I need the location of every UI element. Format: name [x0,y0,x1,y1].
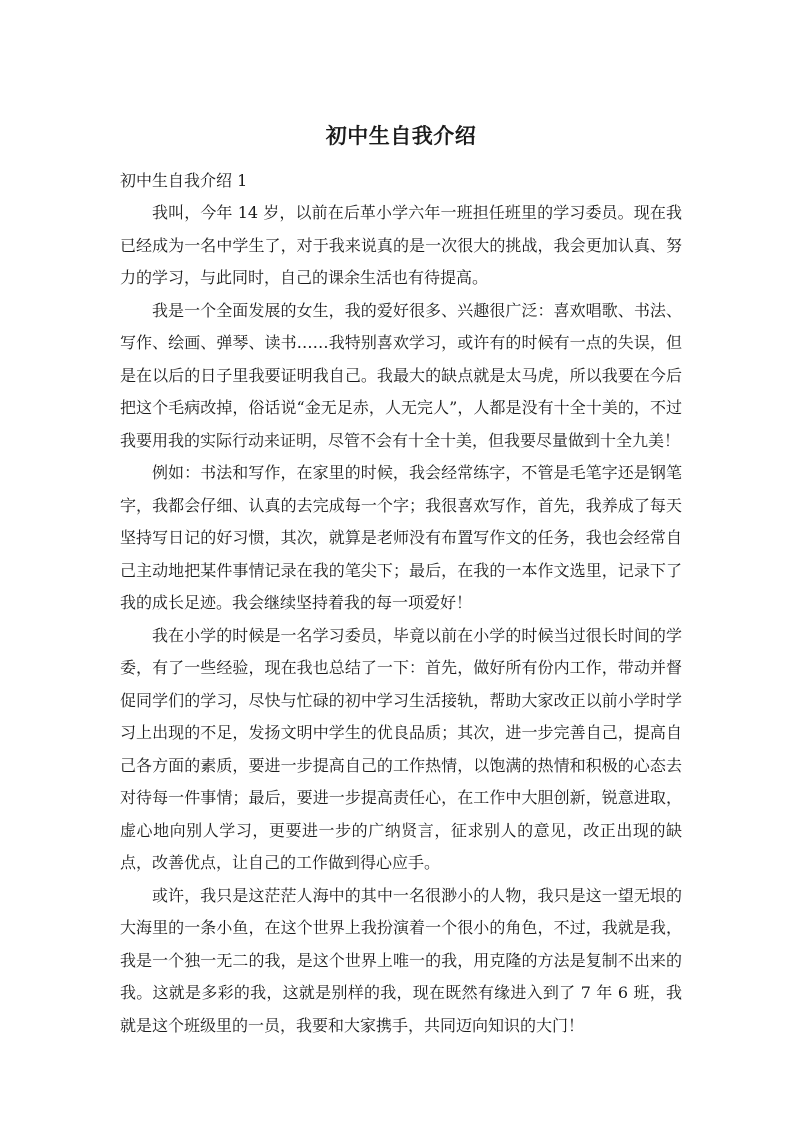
paragraph-closing: 或许，我只是这茫茫人海中的其中一名很渺小的人物，我只是这一望无垠的大海里的一条小鱼，在这个世界上我扮演着一个很小的角色，不过，我就是我，我是一个独一无二的我，是这个世界上唯一的我，用克隆的方法是复制不出来的我。这就是多彩的我，这就是别样的我，现在既然有缘进入到了 7 年 6 班，我就是这个班级里的一员，我要和大家携手，共同迈向知识的大门！ [120,885,682,1035]
paragraph-intro: 我叫，今年 14 岁，以前在后革小学六年一班担任班里的学习委员。现在我已经成为一名中学生了，对于我来说真的是一次很大的挑战，我会更加认真、努力的学习，与此同时，自己的课余生活也有待提高。 [120,203,682,287]
paragraph-example: 例如：书法和写作，在家里的时候，我会经常练字，不管是毛笔字还是钢笔字，我都会仔细、认真的去完成每一个字；我很喜欢写作，首先，我养成了每天坚持写日记的好习惯，其次，就算是老师没有布置写作文的任务，我也会经常自己主动地把某件事情记录在我的笔尖下；最后，在我的一本作文选里，记录下了我的成长足迹。我会继续坚持着我的每一项爱好！ [120,463,682,612]
section-heading: 初中生自我介绍 1 [120,171,248,190]
document-title: 初中生自我介绍 [325,124,477,148]
paragraph-hobbies: 我是一个全面发展的女生，我的爱好很多、兴趣很广泛：喜欢唱歌、书法、写作、绘画、弹琴、读书……我特别喜欢学习，或许有的时候有一点的失误，但是在以后的日子里我要证明我自己。我最大的缺点就是太马虎，所以我要在今后把这个毛病改掉，俗话说“金无足赤，人无完人”，人都是没有十全十美的，不过我要用我的实际行动来证明，尽管不会有十全十美，但我要尽量做到十全九美！ [120,300,682,450]
paragraph-committee: 我在小学的时候是一名学习委员，毕竟以前在小学的时候当过很长时间的学委，有了一些经验，现在我也总结了一下：首先，做好所有份内工作，带动并督促同学们的学习，尽快与忙碌的初中学习生活接轨，帮助大家改正以前小学时学习上出现的不足，发扬文明中学生的优良品质；其次，进一步完善自己，提高自己各方面的素质，要进一步提高自己的工作热情，以饱满的热情和积极的心态去对待每一件事情；最后，要进一步提高责任心，在工作中大胆创新，锐意进取，虚心地向别人学习，更要进一步的广纳贤言，征求别人的意见，改正出现的缺点，改善优点，让自己的工作做到得心应手。 [120,625,682,872]
